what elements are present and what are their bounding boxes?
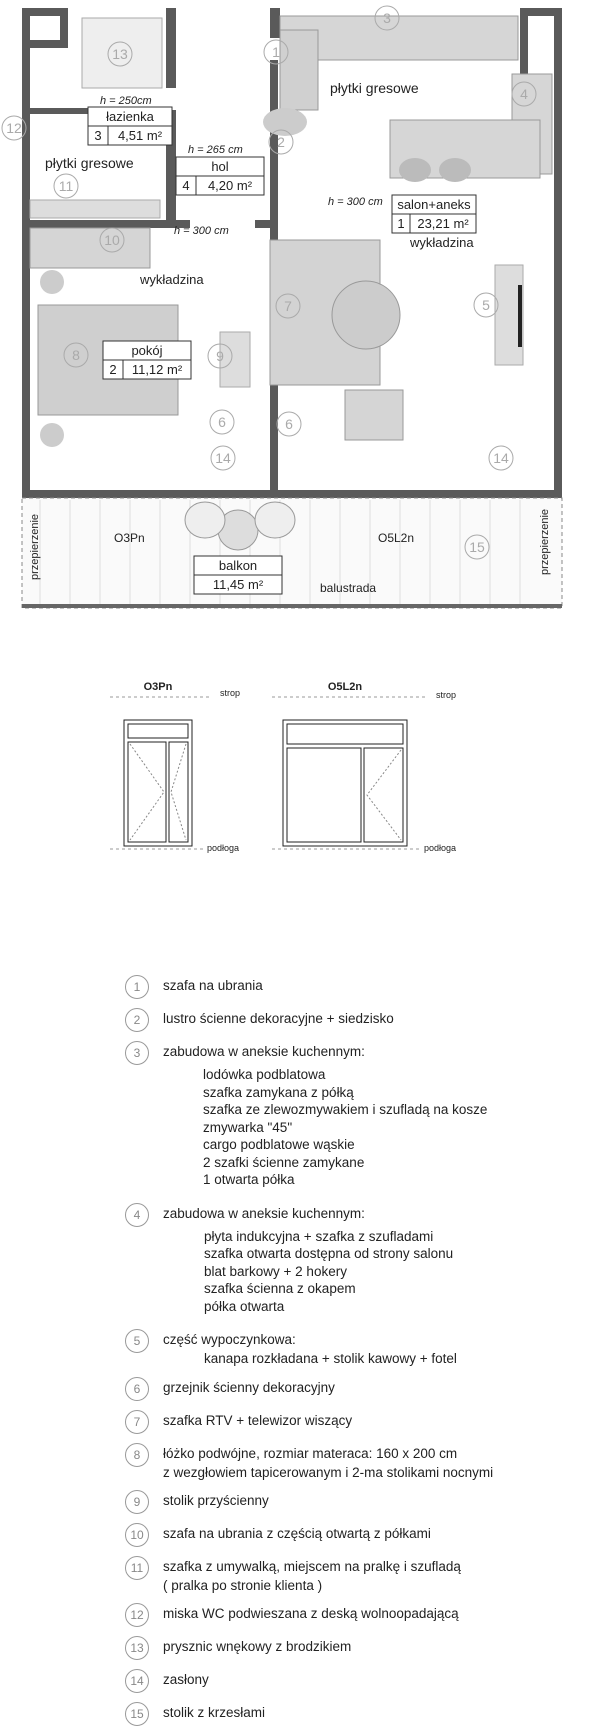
legend-text: miska WC podwieszana z deską wolnoopadającą bbox=[163, 1605, 459, 1621]
salon-no: 1 bbox=[397, 216, 405, 231]
hol-area: 4,20 m² bbox=[207, 178, 253, 193]
legend-subitem: zmywarka "45" bbox=[203, 1119, 293, 1135]
marker-3-num: 3 bbox=[383, 10, 391, 26]
legend-text: zabudowa w aneksie kuchennym: bbox=[163, 1205, 365, 1221]
marker-12-num: 12 bbox=[6, 120, 22, 136]
legend-item-1 bbox=[125, 975, 585, 999]
legend-item-12 bbox=[125, 1603, 585, 1627]
legend-item-10 bbox=[125, 1523, 585, 1547]
mirror-seat bbox=[263, 108, 307, 136]
legend-subitem: płyta indukcyjna + szafka z szufladami bbox=[204, 1228, 434, 1244]
legend-item-7 bbox=[125, 1410, 585, 1434]
marker-5-num: 5 bbox=[482, 297, 490, 313]
przepierzenie-right: przepierzenie bbox=[539, 508, 551, 575]
marker-13-num: 13 bbox=[112, 46, 128, 62]
marker-2-num: 2 bbox=[277, 134, 285, 150]
salon-height: h = 300 cm bbox=[328, 196, 383, 208]
legend-subitem: szafka ze zlewozmywakiem i szufladą na kosze bbox=[203, 1102, 488, 1117]
legend-num: 9 bbox=[125, 1490, 149, 1514]
balustrada-label: balustrada bbox=[320, 581, 377, 595]
marker-4-num: 4 bbox=[520, 86, 528, 102]
balkon-name: balkon bbox=[218, 558, 258, 573]
plytki-right: płytki gresowe bbox=[330, 80, 419, 96]
elevation-left bbox=[110, 681, 240, 853]
legend-text: szafka z umywalką, miejscem na pralkę i szufladą bbox=[163, 1558, 461, 1574]
legend-num: 6 bbox=[125, 1377, 149, 1401]
legend-item-5 bbox=[125, 1329, 585, 1368]
legend-sublist bbox=[162, 1066, 487, 1189]
legend-text: szafa na ubrania bbox=[163, 978, 263, 993]
legend-item-3 bbox=[125, 1041, 585, 1189]
lazienka-area: 4,51 m² bbox=[117, 128, 163, 143]
legend-text-2: z wezgłowiem tapicerowanym i 2-ma stolikami nocnymi bbox=[163, 1464, 494, 1480]
legend-num: 8 bbox=[125, 1443, 149, 1467]
marker-7-num: 7 bbox=[284, 298, 292, 314]
legend-sublist bbox=[163, 1350, 457, 1368]
legend-text: zabudowa w aneksie kuchennym: bbox=[163, 1044, 365, 1059]
legend-num: 15 bbox=[125, 1702, 149, 1726]
legend-num: 3 bbox=[125, 1041, 149, 1065]
elev-left-bottom: podłoga bbox=[207, 843, 240, 853]
legend-subitem: szafka zamykana z półką bbox=[203, 1084, 354, 1100]
marker-14a-num: 14 bbox=[215, 450, 231, 466]
legend-subitem: szafka ścienna z okapem bbox=[204, 1281, 356, 1296]
salon-area: 23,21 m² bbox=[417, 216, 469, 231]
marker-11-num: 11 bbox=[58, 178, 74, 194]
stool-2 bbox=[439, 158, 471, 182]
marker-9-num: 9 bbox=[216, 348, 224, 364]
legend-subitem: szafka otwarta dostępna od strony salonu bbox=[204, 1246, 454, 1261]
elev-right-title: O5L2n bbox=[327, 681, 363, 693]
bath-cabinet bbox=[30, 200, 160, 218]
elevation-right bbox=[272, 681, 456, 853]
legend-num: 11 bbox=[125, 1556, 149, 1580]
legend-num: 7 bbox=[125, 1410, 149, 1434]
legend-num: 10 bbox=[125, 1523, 149, 1547]
salon-floor: wykładzina bbox=[410, 235, 474, 250]
tv bbox=[518, 285, 522, 347]
plan-markers bbox=[2, 6, 536, 559]
balkon-area: 11,45 m² bbox=[212, 577, 264, 592]
marker-8-num: 8 bbox=[72, 347, 80, 363]
legend-item-9 bbox=[125, 1490, 585, 1514]
legend-item-2 bbox=[125, 1008, 585, 1032]
legend-text: stolik przyścienny bbox=[163, 1492, 269, 1508]
legend-text: prysznic wnękowy z brodzikiem bbox=[163, 1638, 352, 1654]
kitchen-units bbox=[280, 16, 552, 178]
legend bbox=[125, 975, 585, 1735]
legend-num: 13 bbox=[125, 1636, 149, 1660]
legend-num: 5 bbox=[125, 1329, 149, 1353]
legend-subitem: blat barkowy + 2 hokery bbox=[204, 1263, 347, 1279]
legend-subitem: 1 otwarta półka bbox=[203, 1172, 295, 1187]
legend-num: 12 bbox=[125, 1603, 149, 1627]
marker-15-num: 15 bbox=[469, 539, 485, 555]
legend-text: stolik z krzesłami bbox=[163, 1704, 266, 1720]
wardrobe-unit bbox=[280, 30, 318, 110]
legend-text: grzejnik ścienny dekoracyjny bbox=[163, 1379, 335, 1395]
legend-num: 1 bbox=[125, 975, 149, 999]
elev-right-top: strop bbox=[436, 690, 457, 700]
salon-name: salon+aneks bbox=[397, 197, 471, 212]
legend-sublist bbox=[163, 1228, 453, 1316]
marker-1-num: 1 bbox=[272, 44, 280, 60]
hol-name: hol bbox=[211, 159, 229, 174]
window-right-label: O5L2n bbox=[378, 531, 415, 545]
legend-num: 14 bbox=[125, 1669, 149, 1693]
balustrade bbox=[22, 604, 562, 608]
side-table bbox=[220, 332, 250, 387]
nightstand-bottom bbox=[40, 423, 64, 447]
legend-text: łóżko podwójne, rozmiar materaca: 160 x 200 cm bbox=[163, 1445, 458, 1461]
pokoj-name: pokój bbox=[131, 343, 163, 358]
plytki-left: płytki gresowe bbox=[45, 155, 134, 171]
legend-item-13 bbox=[125, 1636, 585, 1660]
lazienka-no: 3 bbox=[94, 128, 102, 143]
legend-num: 2 bbox=[125, 1008, 149, 1032]
hol-no: 4 bbox=[182, 178, 190, 193]
legend-text: zasłony bbox=[163, 1671, 209, 1687]
legend-subitem: półka otwarta bbox=[204, 1298, 285, 1314]
marker-10-num: 10 bbox=[104, 232, 120, 248]
marker-6b-num: 6 bbox=[285, 416, 293, 432]
chair-right bbox=[255, 502, 295, 538]
legend-subitem: 2 szafki ścienne zamykane bbox=[203, 1154, 365, 1170]
lazienka-name: łazienka bbox=[106, 109, 154, 124]
coffee-table bbox=[332, 281, 400, 349]
legend-text: lustro ścienne dekoracyjne + siedzisko bbox=[163, 1011, 394, 1026]
legend-subitem: lodówka podblatowa bbox=[203, 1067, 326, 1082]
legend-item-8 bbox=[125, 1443, 585, 1481]
legend-item-15 bbox=[125, 1702, 585, 1726]
wardrobe-10 bbox=[30, 228, 150, 268]
elev-left-top: strop bbox=[220, 688, 241, 698]
hol-height: h = 265 cm bbox=[188, 144, 243, 156]
nightstand-top bbox=[40, 270, 64, 294]
armchair bbox=[345, 390, 403, 440]
pokoj-floor: wykładzina bbox=[140, 272, 204, 287]
elev-right-bottom: podłoga bbox=[424, 843, 457, 853]
legend-subitem: cargo podblatowe wąskie bbox=[203, 1137, 355, 1152]
elev-left-title: O3Pn bbox=[143, 681, 173, 693]
marker-14b-num: 14 bbox=[493, 450, 509, 466]
legend-text: szafa na ubrania z częścią otwartą z półkami bbox=[163, 1525, 431, 1541]
lazienka-height: h = 250cm bbox=[100, 95, 152, 107]
przepierzenie-left: przepierzenie bbox=[29, 513, 41, 580]
marker-6a-num: 6 bbox=[218, 414, 226, 430]
chair-left bbox=[185, 502, 225, 538]
pokoj-no: 2 bbox=[109, 362, 117, 377]
pokoj-area: 11,12 m² bbox=[131, 362, 183, 377]
legend-subitem: kanapa rozkładana + stolik kawowy + fotel bbox=[204, 1351, 457, 1366]
legend-text: część wypoczynkowa: bbox=[163, 1332, 296, 1347]
stool-1 bbox=[399, 158, 431, 182]
legend-text-2: ( pralka po stronie klienta ) bbox=[163, 1577, 323, 1593]
window-left-label: O3Pn bbox=[114, 531, 145, 545]
legend-text: szafka RTV + telewizor wiszący bbox=[163, 1412, 353, 1428]
legend-item-4 bbox=[125, 1203, 585, 1316]
pokoj-height: h = 300 cm bbox=[174, 225, 229, 237]
legend-item-11 bbox=[125, 1556, 585, 1594]
legend-item-6 bbox=[125, 1377, 585, 1401]
legend-num: 4 bbox=[125, 1203, 149, 1227]
legend-item-14 bbox=[125, 1669, 585, 1693]
